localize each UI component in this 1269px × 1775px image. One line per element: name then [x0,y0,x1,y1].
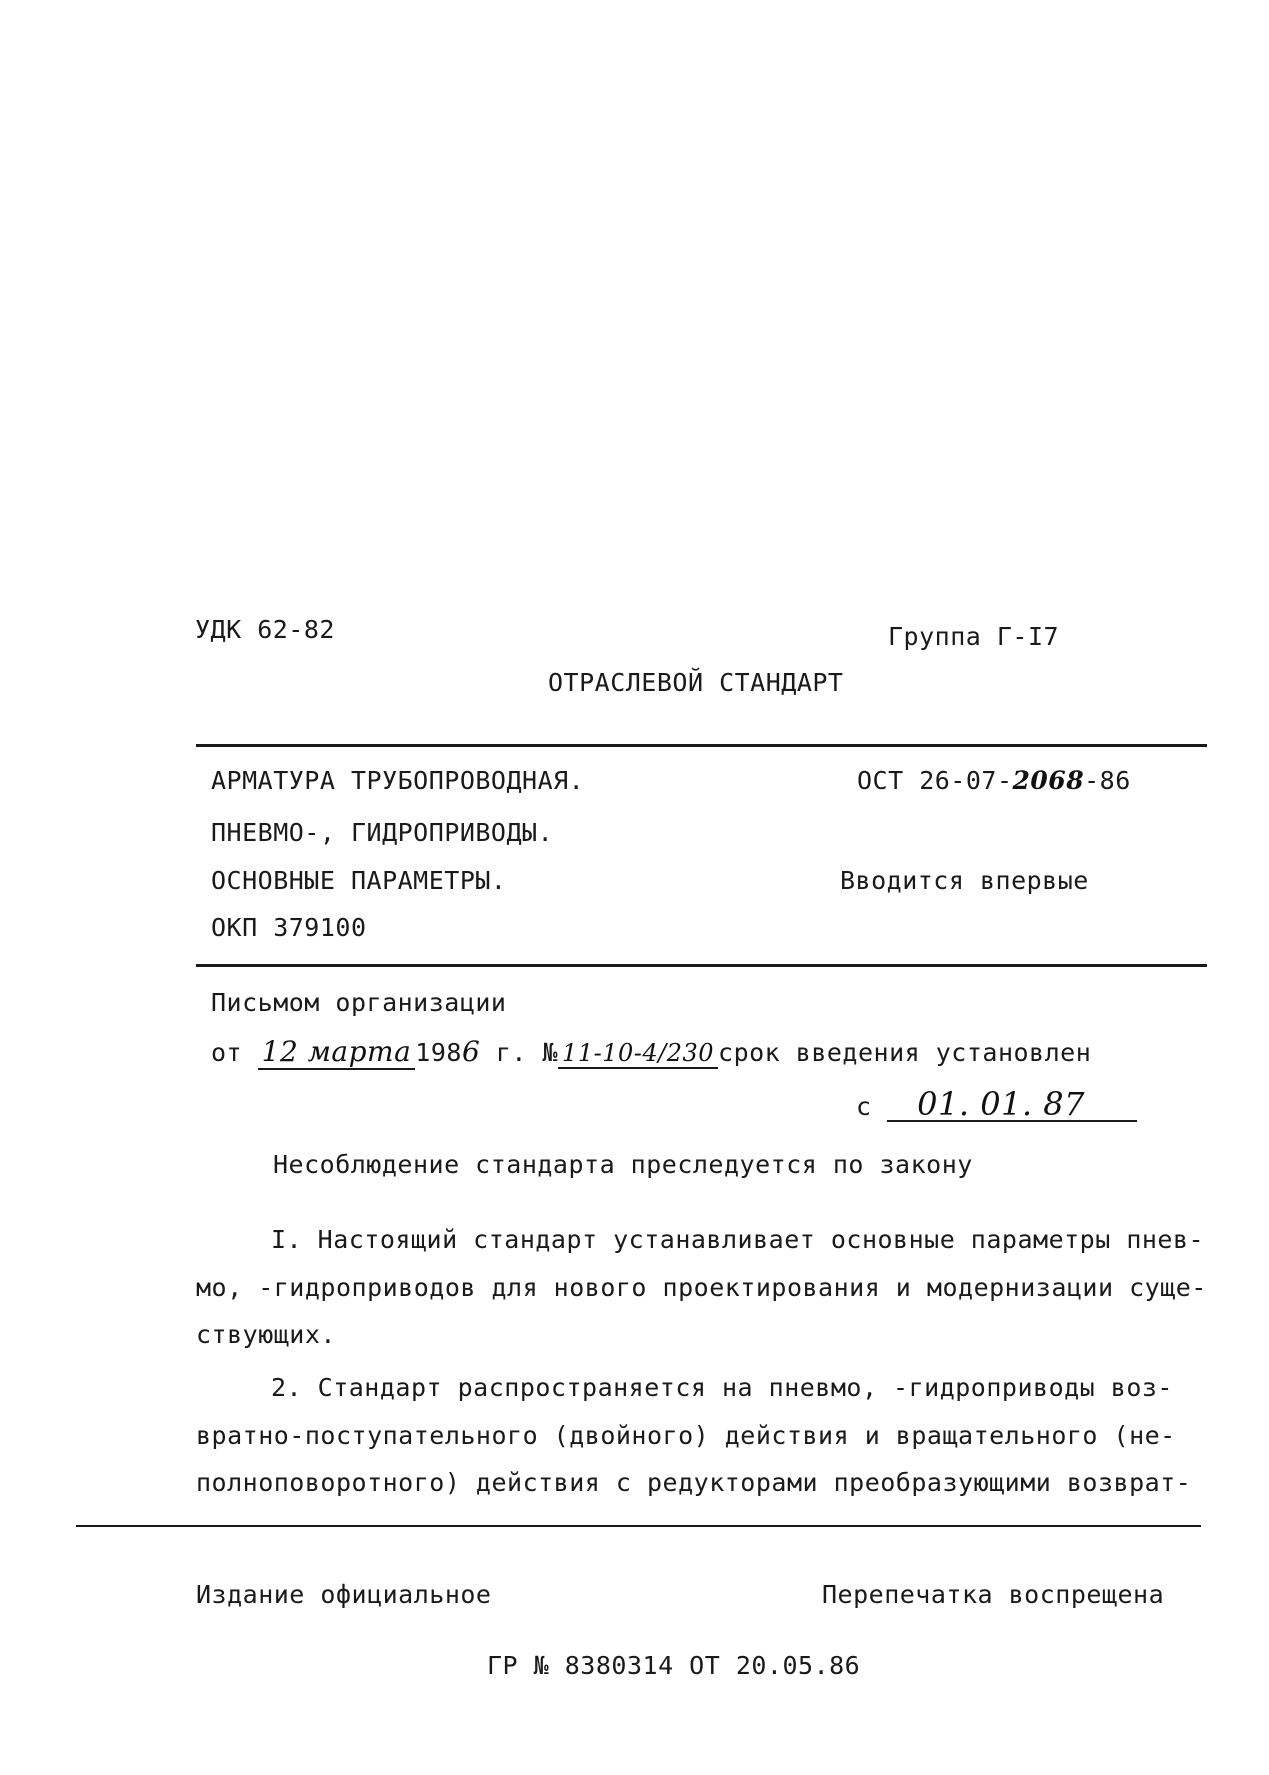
rule-middle [196,964,1207,967]
legal-notice: Несоблюдение стандарта преследуется по закону [273,1150,973,1179]
since-label: с [856,1092,872,1121]
title-line-2: ПНЕВМО-, ГИДРОПРИВОДЫ. [211,818,554,847]
paragraph-2-line-1: 2. Стандарт распространяется на пневмо, -гидроприводы воз- [271,1373,1173,1402]
handwritten-year-digit: 6 [461,1035,481,1068]
registration-number: ГР № 8380314 ОТ 20.05.86 [487,1651,861,1680]
rule-top [196,744,1207,747]
from-label: от [211,1038,243,1067]
ost-prefix: ОСТ 26-07- [857,766,1013,795]
year-suffix: г. № [495,1038,559,1067]
term-text: срок введения установлен [718,1038,1092,1067]
handwritten-since-date: 01. 01. 87 [887,1088,1137,1122]
letter-line: Письмом организации [211,988,507,1017]
handwritten-date: 12 марта [258,1038,416,1070]
document-type: ОТРАСЛЕВОЙ СТАНДАРТ [548,668,844,697]
group-code: Группа Г-I7 [888,622,1060,651]
since-line [856,1085,1137,1123]
paragraph-1-line-1: I. Настоящий стандарт устанавливает основные параметры пнев- [271,1225,1205,1254]
ost-number-handwritten: 2068 [1012,766,1085,795]
title-line-1: АРМАТУРА ТРУБОПРОВОДНАЯ. [211,766,585,795]
ost-suffix: -86 [1084,766,1131,795]
paragraph-2-line-3: полноповоротного) действия с редукторами преобразующими возврат- [196,1468,1192,1497]
okp-code: ОКП 379100 [211,913,367,942]
ost-designation [857,768,1131,793]
paragraph-1-line-2: мо, -гидроприводов для нового проектирования и модернизации суще- [196,1273,1207,1302]
udk-code: УДК 62-82 [195,615,335,644]
handwritten-letter-number: 11-10-4/230 [558,1041,718,1069]
footer-edition: Издание официальное [196,1580,492,1609]
footer-reprint-notice: Перепечатка воспрещена [822,1580,1165,1609]
paragraph-1-line-3: ствующих. [196,1320,336,1349]
paragraph-2-line-2: вратно-поступательного (двойного) действия и вращательного (не- [196,1421,1176,1450]
year-prefix: 198 [415,1038,462,1067]
status-text: Вводится впервые [840,866,1089,895]
rule-bottom [76,1525,1201,1527]
letter-date-line [211,1035,1092,1070]
title-line-3: ОСНОВНЫЕ ПАРАМЕТРЫ. [211,866,507,895]
